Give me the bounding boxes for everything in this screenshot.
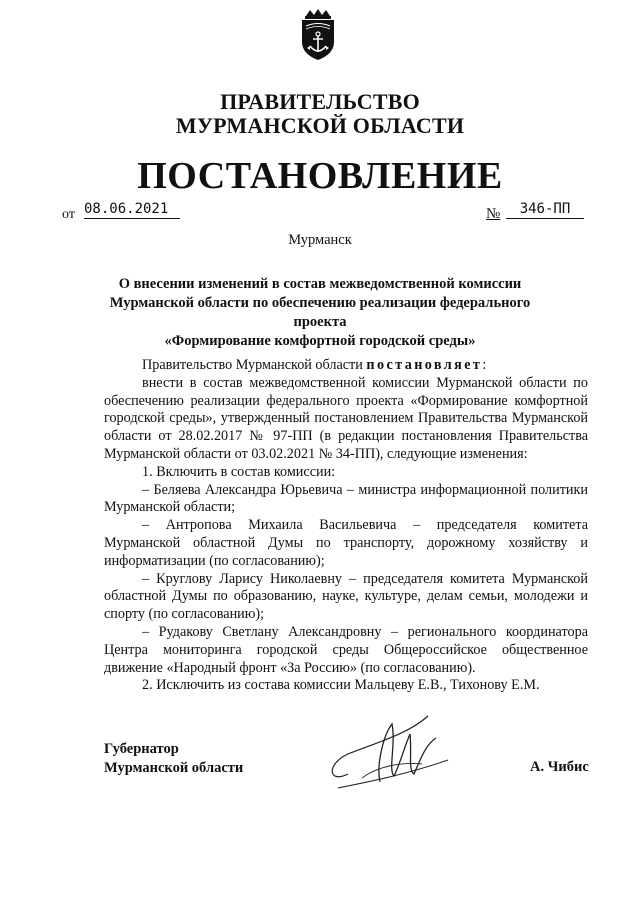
intro-prefix: Правительство Мурманской области xyxy=(142,357,363,373)
document-date: 08.06.2021 xyxy=(84,201,180,219)
date-label: от xyxy=(62,207,75,222)
document-body xyxy=(104,357,588,695)
resolution-paragraph: внести в состав межведомственной комиссии Мурманской области по обеспечению реализации федерального проекта «Формирование комфортной городской среды», утвержденный постановлением Правительства Мурманской области от 28.02.2017 № 97-ПП (в редакции постановления Правительства Мурманской области от 03.02.2021 № 34-ПП), следующие изменения: xyxy=(104,374,588,462)
signer-title xyxy=(104,740,243,778)
government-title-line1: ПРАВИТЕЛЬСТВО xyxy=(220,89,420,114)
resolution-intro xyxy=(104,357,588,375)
subject-line: Мурманской области по обеспечению реализации федерального проекта xyxy=(109,295,531,330)
member-entry: – Беляева Александра Юрьевича – министра информационной политики Мурманской области; xyxy=(104,481,588,516)
city-name: Мурманск xyxy=(288,232,352,248)
intro-verb: постановляет xyxy=(366,357,483,373)
clause-2: 2. Исключить из состава комиссии Мальцеву Е.В., Тихонову Е.М. xyxy=(142,677,540,694)
signer-title-line: Мурманской области xyxy=(104,760,244,776)
document-number: 346-ПП xyxy=(506,201,584,219)
government-title-line2: МУРМАНСКОЙ ОБЛАСТИ xyxy=(175,113,465,138)
signer-name: А. Чибис xyxy=(530,759,589,775)
member-entry: – Антропова Михаила Васильевича – председателя комитета Мурманской областной Думы по транспорту, дорожному хозяйству и информатизации (по согласованию); xyxy=(104,517,588,569)
handwritten-signature xyxy=(318,704,458,804)
subject-line: О внесении изменений в состав межведомственной комиссии xyxy=(118,276,522,292)
member-entry: – Круглову Ларису Николаевну – председателя комитета Мурманской областной Думы по образованию, науке, культуре, делам семьи, молодежи и спорту (по согласованию); xyxy=(104,570,588,623)
clause-1: 1. Включить в состав комиссии: xyxy=(142,463,336,480)
document-subject xyxy=(90,275,550,351)
subject-line: «Формирование комфортной городской среды» xyxy=(164,333,476,349)
murmansk-coat-of-arms-icon xyxy=(296,8,340,62)
document-type-title: ПОСТАНОВЛЕНИЕ xyxy=(137,155,503,197)
intro-suffix: : xyxy=(482,357,487,373)
signer-title-line: Губернатор xyxy=(104,741,179,757)
member-entry: – Рудакову Светлану Александровну – регионального координатора Центра мониторинга городской среды Общероссийское общественное движение «Народный фронт «За Россию» (по согласованию). xyxy=(104,623,588,676)
number-label: № xyxy=(486,206,501,222)
